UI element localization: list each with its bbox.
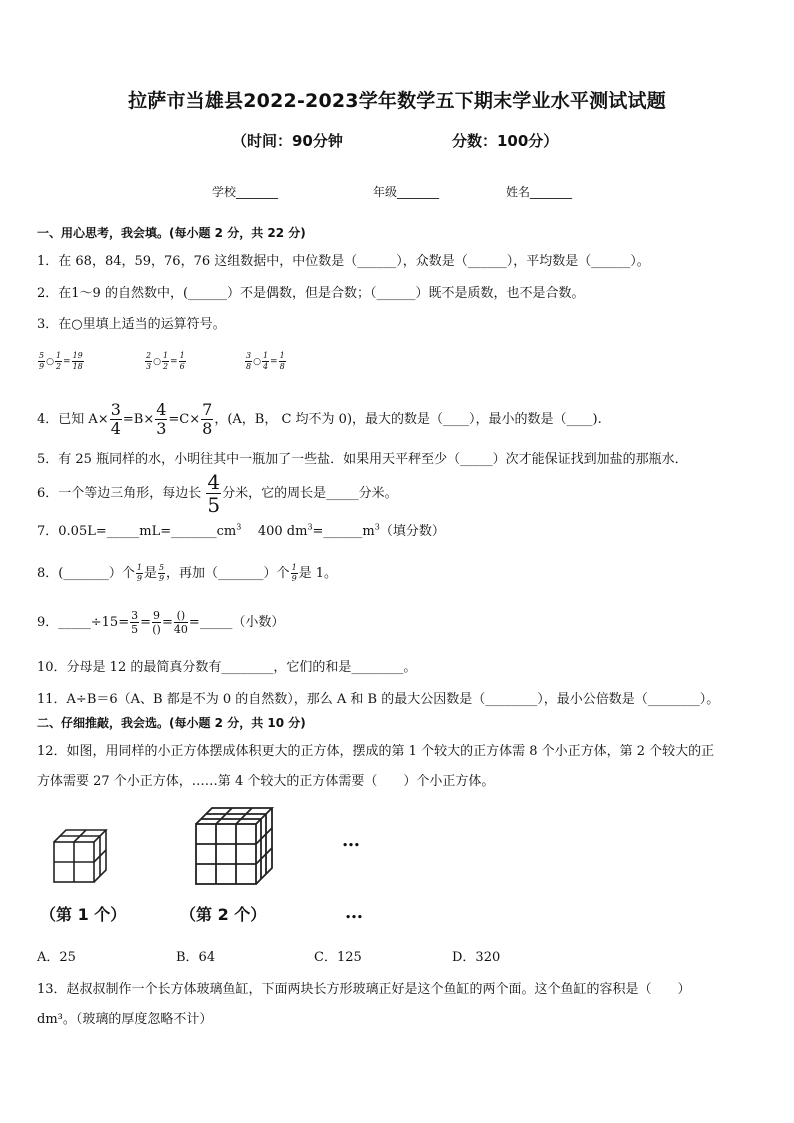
school-field: 学校_______: [212, 185, 279, 199]
q3-expression-3: $\frac{3}{8}$ ○ $\frac{1}{4}$ = $\frac{1}{8}$: [246, 351, 285, 371]
exam-time: （时间：90分钟: [232, 132, 343, 150]
figure-ellipsis-top: …: [342, 830, 361, 851]
option-c[interactable]: C．125: [314, 950, 362, 965]
question-4: 4．已知 A× $\frac{3}{4}$ =B× $\frac{4}{3}$ =C× $\frac{7}{8}$ ，(A，B， C 均不为 0)，最大的数是（____），最小的数是（____).: [37, 400, 602, 438]
section2-heading: 二、仔细推敲，我会选。(每小题 2 分，共 10 分): [37, 716, 306, 730]
question-7: 7．$0.05L=\_\_\_\_\_mL=\_\_\_\_\_\_\_cm^3$ 400 $dm^3=\_\_\_\_\_\_m^3$（填分数）: [37, 522, 445, 539]
grade-field: 年级_______: [373, 185, 440, 199]
question-9: 9．_____÷15= $\frac{3}{5}$ = $\frac{9}{()}$ = $\frac{()}{40}$ =_____（小数）: [37, 609, 285, 636]
question-1: 1．在 68，84，59，76，76 这组数据中，中位数是（______），众数是（______），平均数是（______）。: [37, 254, 650, 269]
question-13-line2: dm³。（玻璃的厚度忽略不计）: [37, 1012, 213, 1027]
q3-expression-2: $\frac{2}{3}$ ○ $\frac{1}{2}$ = $\frac{1}{6}$: [146, 351, 185, 371]
question-11: 11．A÷B＝6（A、B 都是不为 0 的自然数），那么 A 和 B 的最大公因数是（________），最小公倍数是（________）。: [37, 692, 720, 707]
figure-caption-2: （第 2 个）: [180, 905, 267, 924]
question-5: 5．有 25 瓶同样的水，小明往其中一瓶加了一些盐．如果用天平秤至少（_____）次才能保证找到加盐的那瓶水．: [37, 452, 688, 467]
option-d[interactable]: D．320: [452, 950, 501, 965]
cube-figure-1: [52, 828, 108, 884]
exam-score: 分数：100分）: [452, 132, 559, 150]
page-title: 拉萨市当雄县2022-2023学年数学五下期末学业水平测试试题: [128, 90, 666, 112]
name-field: 姓名_______: [506, 185, 573, 199]
option-a[interactable]: A．25: [37, 950, 76, 965]
q3-expression-1: $\frac{5}{9}$ ○ $\frac{1}{2}$ = $\frac{19}{18}$: [39, 351, 83, 371]
question-12-line1: 12．如图，用同样的小正方体摆成体积更大的正方体，摆成的第 1 个较大的正方体需 8 个小正方体，第 2 个较大的正: [37, 744, 715, 759]
section1-heading: 一、用心思考，我会填。(每小题 2 分，共 22 分): [37, 226, 306, 240]
question-12-line2: 方体需要 27 个小正方体，……第 4 个较大的正方体需要（ ）个小正方体。: [37, 774, 495, 789]
question-8: 8．(_______）个 $\frac{1}{9}$ 是 $\frac{5}{9}$ ，再加（_______）个 $\frac{1}{9}$ 是 1。: [37, 563, 338, 583]
option-b[interactable]: B．64: [176, 950, 216, 965]
question-6: 6．一个等边三角形，每边长 $\frac{4}{5}$ 分米，它的周长是_____分米。: [37, 470, 398, 517]
figure-caption-1: （第 1 个）: [40, 905, 127, 924]
question-10: 10．分母是 12 的最简真分数有________，它们的和是________。: [37, 660, 417, 675]
question-2: 2．在1～9 的自然数中，(______）不是偶数，但是合数；（______）既不是质数，也不是合数。: [37, 286, 585, 301]
question-3: 3．在○里填上适当的运算符号。: [37, 317, 226, 332]
question-13-line1: 13．赵叔叔制作一个长方体玻璃鱼缸，下面两块长方形玻璃正好是这个鱼缸的两个面。这个鱼缸的容积是（ ）: [37, 982, 691, 997]
figure-ellipsis-bottom: …: [345, 902, 364, 923]
cube-figure-2: [194, 806, 274, 888]
